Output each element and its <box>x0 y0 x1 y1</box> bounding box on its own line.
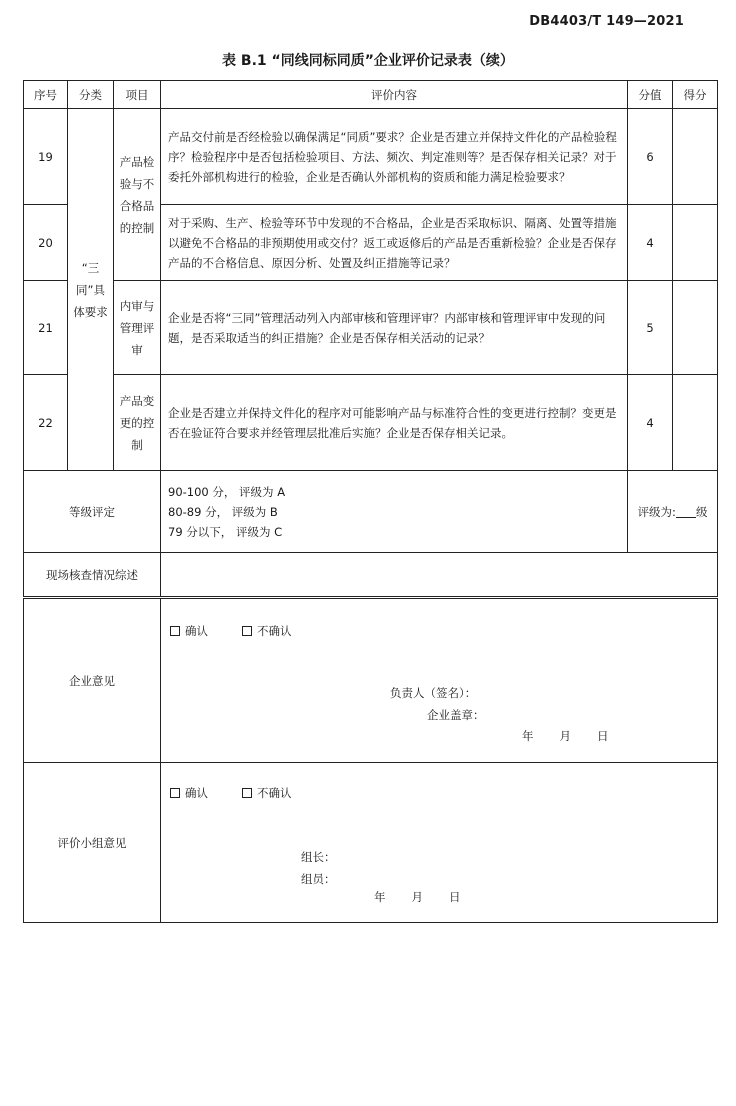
score-value: 5 <box>628 281 673 375</box>
enterprise-opinion-content <box>161 599 718 763</box>
not-confirm-label: 不确认 <box>257 624 292 638</box>
project-cell: 产品变更的控制 <box>114 375 161 471</box>
row-number: 20 <box>24 205 68 281</box>
panel-confirm-option[interactable] <box>170 783 208 803</box>
enterprise-options <box>170 621 326 641</box>
grade-line: 90-100 分， 评级为 A <box>168 484 286 499</box>
checkbox-icon[interactable] <box>170 626 180 636</box>
table-row <box>24 375 718 471</box>
summary-row <box>24 553 718 597</box>
grade-label: 等级评定 <box>24 471 161 553</box>
panel-not-confirm-option[interactable] <box>242 783 292 803</box>
summary-label: 现场核查情况综述 <box>24 553 161 597</box>
checkbox-icon[interactable] <box>170 788 180 798</box>
table-row <box>24 281 718 375</box>
leader-signature: 组长： <box>301 850 336 864</box>
score-value: 4 <box>628 375 673 471</box>
header-content: 评价内容 <box>161 81 628 109</box>
checkbox-icon[interactable] <box>242 788 252 798</box>
summary-content[interactable] <box>161 553 718 597</box>
year-label: 年 <box>374 890 386 904</box>
grade-line: 80-89 分， 评级为 B <box>168 504 278 519</box>
day-label: 日 <box>597 729 609 743</box>
evaluation-table <box>23 80 718 597</box>
opinion-table <box>23 598 718 923</box>
enterprise-confirm-option[interactable] <box>170 621 208 641</box>
category-cell: “三同”具体要求 <box>68 109 114 471</box>
enterprise-not-confirm-option[interactable] <box>242 621 292 641</box>
evaluation-content: 对于采购、生产、检验等环节中发现的不合格品，企业是否采取标识、隔离、处置等措施以避免不合格品的非预期使用或交付？返工或返修后的产品是否重新检验？企业是否保存产品的不合格信息、原因分析、处置及纠正措施等记录？ <box>161 205 628 281</box>
table-title: 表 B.1 “同线同标同质”企业评价记录表（续） <box>222 53 514 69</box>
row-number: 22 <box>24 375 68 471</box>
month-label: 月 <box>411 890 423 904</box>
grade-result-prefix: 评级为: <box>637 504 676 519</box>
panel-options <box>170 783 326 803</box>
header-points: 得分 <box>673 81 718 109</box>
grade-line: 79 分以下， 评级为 C <box>168 524 283 539</box>
header-project: 项目 <box>114 81 161 109</box>
grade-criteria <box>161 471 628 553</box>
confirm-label: 确认 <box>185 786 208 800</box>
panel-opinion-content <box>161 763 718 923</box>
grade-result-suffix: 级 <box>695 504 708 519</box>
points-cell[interactable] <box>673 375 718 471</box>
document-code: DB4403/T 149—2021 <box>529 14 684 29</box>
checkbox-icon[interactable] <box>242 626 252 636</box>
confirm-label: 确认 <box>185 624 208 638</box>
project-cell: 产品检验与不合格品的控制 <box>114 109 161 281</box>
grade-result-blank[interactable] <box>676 503 696 518</box>
evaluation-content: 企业是否建立并保持文件化的程序对可能影响产品与标准符合性的变更进行控制？变更是否在验证符合要求并经管理层批准后实施？企业是否保存相关记录。 <box>161 375 628 471</box>
header-category: 分类 <box>68 81 114 109</box>
panel-opinion-label: 评价小组意见 <box>24 763 161 923</box>
date-line <box>522 726 609 746</box>
score-value: 4 <box>628 205 673 281</box>
panel-opinion-row <box>24 763 718 923</box>
evaluation-content: 产品交付前是否经检验以确保满足“同质”要求？企业是否建立并保持文件化的产品检验程序？检验程序中是否包括检验项目、方法、频次、判定准则等？是否保存相关记录？对于委托外部机构进行的检验，企业是否确认外部机构的资质和能力满足检验要求？ <box>161 109 628 205</box>
year-label: 年 <box>522 729 534 743</box>
responsible-signature: 负责人（签名）： <box>390 686 477 700</box>
score-value: 6 <box>628 109 673 205</box>
enterprise-seal: 企业盖章： <box>427 708 485 722</box>
date-line <box>374 887 461 907</box>
enterprise-opinion-label: 企业意见 <box>24 599 161 763</box>
points-cell[interactable] <box>673 205 718 281</box>
not-confirm-label: 不确认 <box>257 786 292 800</box>
points-cell[interactable] <box>673 109 718 205</box>
table-header-row <box>24 81 718 109</box>
grade-row <box>24 471 718 553</box>
month-label: 月 <box>559 729 571 743</box>
points-cell[interactable] <box>673 281 718 375</box>
grade-result <box>628 471 718 553</box>
project-cell: 内审与管理评审 <box>114 281 161 375</box>
day-label: 日 <box>449 890 461 904</box>
member-signature: 组员： <box>301 872 336 886</box>
table-row <box>24 109 718 205</box>
enterprise-opinion-row <box>24 599 718 763</box>
header-score: 分值 <box>628 81 673 109</box>
row-number: 21 <box>24 281 68 375</box>
header-no: 序号 <box>24 81 68 109</box>
evaluation-content: 企业是否将“三同”管理活动列入内部审核和管理评审？内部审核和管理评审中发现的问题，是否采取适当的纠正措施？企业是否保存相关活动的记录？ <box>161 281 628 375</box>
row-number: 19 <box>24 109 68 205</box>
